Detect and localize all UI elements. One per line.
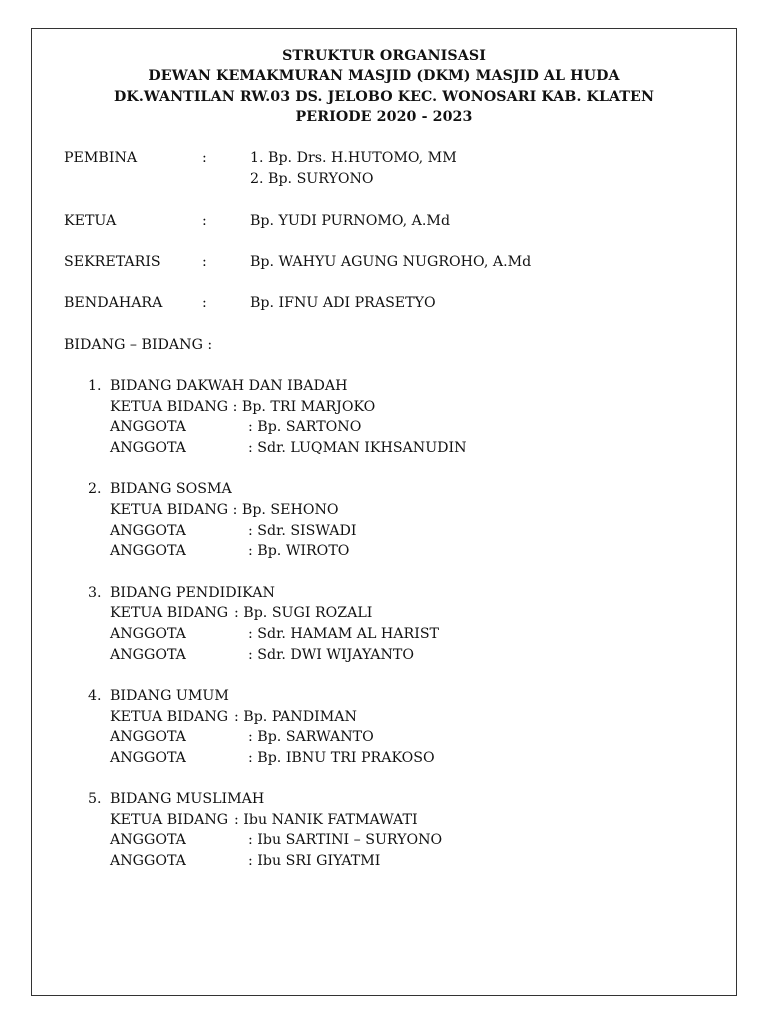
anggota-label: ANGGOTA (110, 647, 186, 663)
anggota-value: : Ibu SARTINI – SURYONO (248, 832, 443, 848)
anggota-value: : Sdr. HAMAM AL HARIST (248, 626, 440, 642)
officer-separator: : (202, 150, 207, 166)
ketua-bidang-value: : Ibu NANIK FATMAWATI (234, 812, 418, 828)
officer-value: Bp. WAHYU AGUNG NUGROHO, A.Md (250, 254, 532, 270)
officer-value: 1. Bp. Drs. H.HUTOMO, MM (250, 150, 457, 166)
ketua-bidang-value: : Bp. SUGI ROZALI (234, 605, 373, 621)
anggota-label: ANGGOTA (110, 729, 186, 745)
anggota-value: : Bp. SARWANTO (248, 729, 374, 745)
anggota-label: ANGGOTA (110, 419, 186, 435)
bidang-number: 4. (88, 688, 102, 704)
officer-role-bendahara: BENDAHARA (64, 295, 163, 311)
officer-value: Bp. YUDI PURNOMO, A.Md (250, 213, 451, 229)
bidang-name: BIDANG UMUM (110, 688, 229, 704)
bidang-heading: BIDANG – BIDANG : (64, 337, 213, 353)
anggota-value: : Ibu SRI GIYATMI (248, 853, 381, 869)
bidang-name: BIDANG MUSLIMAH (110, 791, 265, 807)
anggota-value: : Sdr. SISWADI (248, 523, 357, 539)
officer-separator: : (202, 254, 207, 270)
bidang-name: BIDANG DAKWAH DAN IBADAH (110, 378, 348, 394)
ketua-bidang-label: KETUA BIDANG : Bp. SEHONO (110, 502, 339, 518)
title-line-2: DEWAN KEMAKMURAN MASJID (DKM) MASJID AL HUDA (148, 68, 620, 84)
bidang-name: BIDANG SOSMA (110, 481, 232, 497)
officer-role-pembina: PEMBINA (64, 150, 138, 166)
officer-role-ketua: KETUA (64, 213, 117, 229)
bidang-number: 1. (88, 378, 102, 394)
ketua-bidang-label: KETUA BIDANG : Bp. TRI MARJOKO (110, 399, 376, 415)
anggota-value: : Bp. IBNU TRI PRAKOSO (248, 750, 435, 766)
anggota-value: : Sdr. DWI WIJAYANTO (248, 647, 414, 663)
ketua-bidang-value: : Bp. PANDIMAN (234, 709, 357, 725)
anggota-value: : Bp. SARTONO (248, 419, 362, 435)
officer-separator: : (202, 295, 207, 311)
title-line-3: DK.WANTILAN RW.03 DS. JELOBO KEC. WONOSARI KAB. KLATEN (113, 89, 655, 105)
anggota-label: ANGGOTA (110, 440, 186, 456)
anggota-label: ANGGOTA (110, 543, 186, 559)
anggota-label: ANGGOTA (110, 832, 186, 848)
anggota-label: ANGGOTA (110, 626, 186, 642)
anggota-label: ANGGOTA (110, 523, 186, 539)
ketua-bidang-label: KETUA BIDANG (110, 709, 229, 725)
title-line-1: STRUKTUR ORGANISASI (282, 48, 486, 64)
officer-role-sekretaris: SEKRETARIS (64, 254, 161, 270)
title-line-4: PERIODE 2020 - 2023 (295, 109, 473, 125)
anggota-label: ANGGOTA (110, 853, 186, 869)
anggota-value: : Bp. WIROTO (248, 543, 350, 559)
bidang-name: BIDANG PENDIDIKAN (110, 585, 275, 601)
bidang-number: 5. (88, 791, 102, 807)
ketua-bidang-label: KETUA BIDANG (110, 605, 229, 621)
bidang-number: 2. (88, 481, 102, 497)
officer-separator: : (202, 213, 207, 229)
officer-value: 2. Bp. SURYONO (250, 171, 374, 187)
anggota-value: : Sdr. LUQMAN IKHSANUDIN (248, 440, 467, 456)
ketua-bidang-label: KETUA BIDANG (110, 812, 229, 828)
bidang-number: 3. (88, 585, 102, 601)
officer-value: Bp. IFNU ADI PRASETYO (250, 295, 436, 311)
anggota-label: ANGGOTA (110, 750, 186, 766)
